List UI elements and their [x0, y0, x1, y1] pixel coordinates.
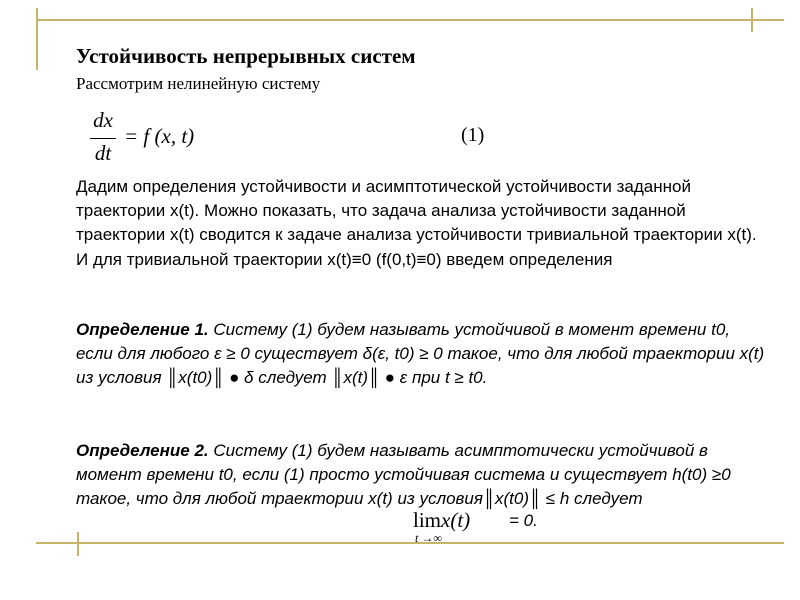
fraction-bar: [90, 138, 116, 139]
top-rule: [36, 19, 784, 21]
intro-paragraph: Дадим определения устойчивости и асимптотической устойчивости заданной траектории x(t). Можно показать, что задача анализа устойчивости заданной траектории x(t) сводится к задаче анализа устойчивости тривиальной траектории x(t). И для тривиальной траектории x(t)≡0 (f(0,t)≡0) введем определения: [76, 177, 757, 269]
limit-subscript: t →∞: [415, 531, 442, 545]
equation-rhs: = f (x, t): [124, 124, 195, 148]
definition-2: [76, 439, 766, 512]
fraction-denominator: dt: [94, 141, 112, 165]
definition-1: [76, 318, 766, 391]
limit-main: [413, 508, 470, 533]
limit-result: = 0.: [509, 511, 538, 530]
slide-subtitle: Рассмотрим нелинейную систему: [76, 74, 321, 93]
definition-2-text: Систему (1) будем называть асимптотически устойчивой в момент времени t0, если (1) просто устойчивая система и существует h(t0) ≥0 такое, что для любой траектории x(t) из условия║x(t0)║ ≤ h следует: [76, 441, 731, 509]
equation-number: (1): [461, 124, 485, 146]
definition-1-text: Систему (1) будем называть устойчивой в момент времени t0, если для любого ε ≥ 0 существует δ(ε, t0) ≥ 0 такое, что для любой траектории x(t) из условия ║x(t0)║ ● δ следует ║x(t)║ ● ε при t ≥ t0.: [76, 320, 765, 388]
bottom-rule: [36, 542, 784, 544]
bottom-rule-tick: [77, 532, 79, 556]
top-rule-tick: [751, 8, 753, 32]
limit-argument: x(t): [441, 508, 471, 532]
limit-operator: lim: [413, 508, 442, 532]
definition-1-label: Определение 1.: [76, 320, 209, 339]
slide-title: Устойчивость непрерывных систем: [76, 44, 416, 68]
definition-2-label: Определение 2.: [76, 441, 209, 460]
left-rule: [36, 8, 38, 70]
fraction-numerator: dx: [93, 108, 113, 132]
